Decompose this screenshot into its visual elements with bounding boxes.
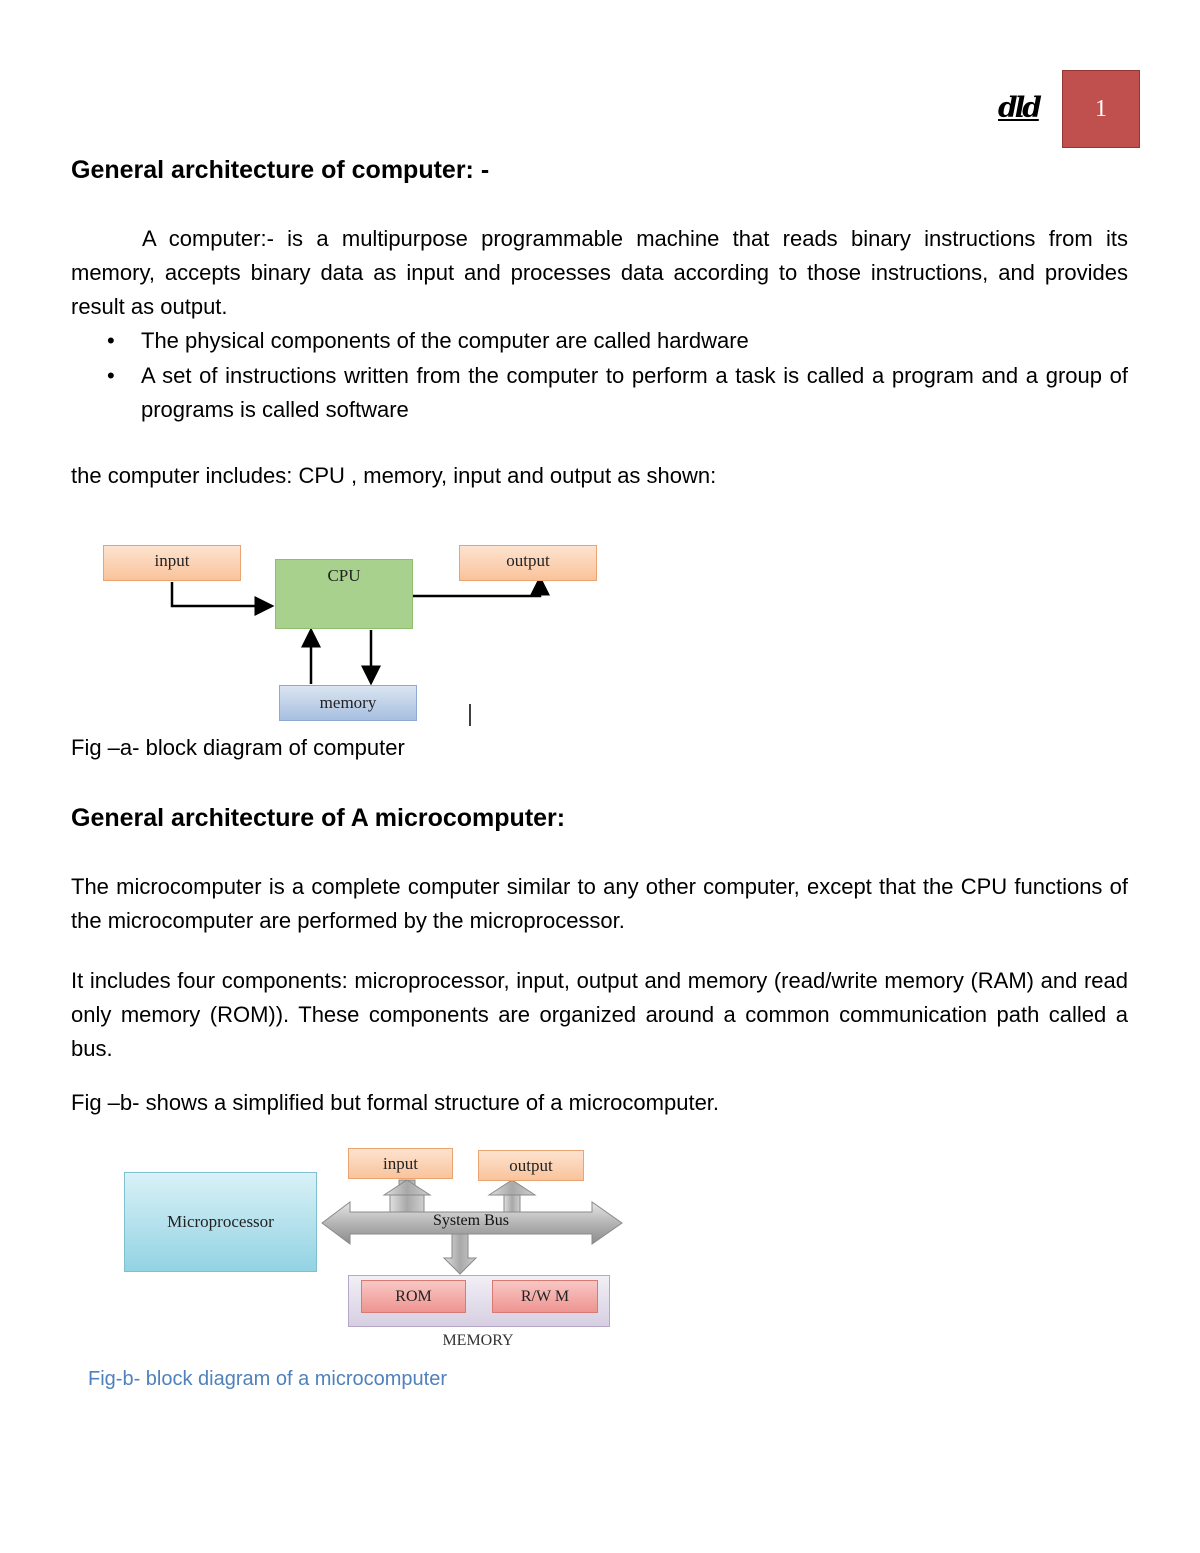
fig-a-output-box: output [459,545,597,581]
fig-b-output-box: output [478,1150,584,1181]
paragraph-microcomputer-definition: The microcomputer is a complete computer similar to any other computer, except that the CPU functions of the microcomputer are performed by the microprocessor. [71,874,1128,933]
paragraph-components-intro: the computer includes: CPU , memory, input and output as shown: [71,463,717,488]
paragraph-fig-b-intro: Fig –b- shows a simplified but formal structure of a microcomputer. [71,1090,720,1115]
paragraph-microcomputer-components: It includes four components: microprocessor, input, output and memory (read/write memory (RAM) and read only memory (ROM)). These components are organized around a common communication path called a bus. [71,968,1128,1061]
fig-b-microprocessor-box: Microprocessor [124,1172,317,1272]
fig-b-input-box: input [348,1148,453,1179]
bus-to-memory-arrow [444,1234,476,1274]
section-title-microcomputer: General architecture of A microcomputer: [71,804,566,832]
logo: dld [998,91,1039,124]
section-title-computer: General architecture of computer: - [71,156,490,184]
fig-a-cpu-box: CPU [275,559,413,629]
figure-a-caption: Fig –a- block diagram of computer [71,735,405,760]
figure-b-caption: Fig-b- block diagram of a microcomputer [88,1368,448,1390]
fig-a-memory-box: memory [279,685,417,721]
fig-b-rwm-box: R/W M [492,1280,598,1313]
bullet-text: A set of instructions written from the computer to perform a task is called a program and a group of programs is called software [141,363,1128,422]
fig-b-rom-box: ROM [361,1280,466,1313]
bullet-icon: • [107,328,115,353]
fig-a-input-box: input [103,545,241,581]
page-number-badge: 1 [1062,70,1140,148]
bullet-text: The physical components of the computer are called hardware [141,328,749,353]
paragraph-computer-definition: A computer:- is a multipurpose programmable machine that reads binary instructions from its memory, accepts binary data as input and processes data according to those instructions, and provides result as output. [71,226,1128,319]
fig-b-memory-label: MEMORY [442,1332,514,1349]
bullet-icon: • [107,363,115,388]
fig-b-system-bus-label: System Bus [432,1212,509,1229]
